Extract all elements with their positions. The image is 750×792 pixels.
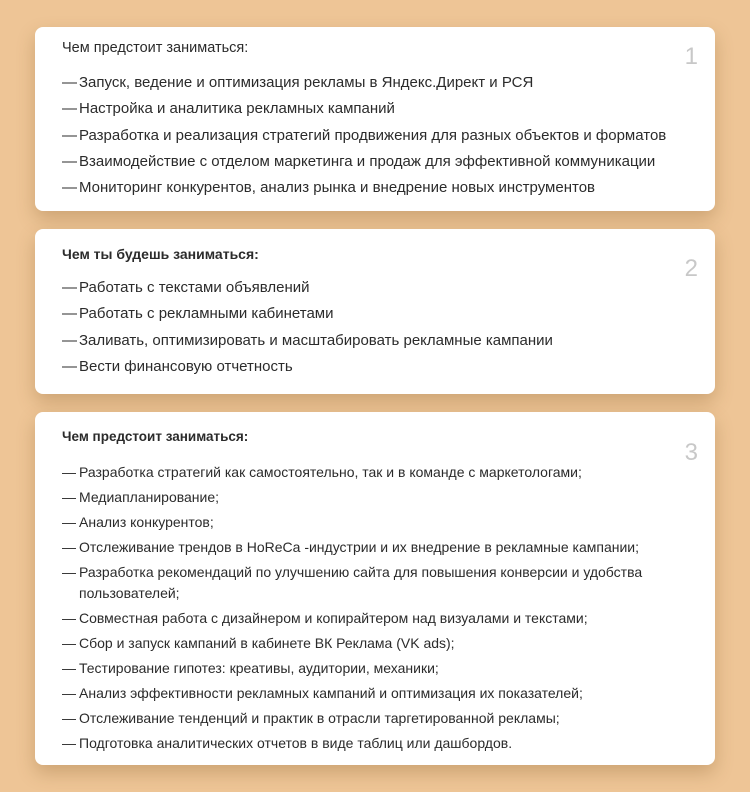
card-title: Чем предстоит заниматься:: [62, 40, 249, 56]
list-item: [62, 658, 699, 679]
dash: —: [62, 489, 76, 506]
card-1: [35, 27, 715, 211]
list-item: [62, 179, 699, 205]
list-item-text: Анализ конкурентов;: [79, 514, 214, 531]
dash: —: [62, 710, 76, 727]
list-item-text: Мониторинг конкурентов, анализ рынка и внедрение новых инструментов: [79, 179, 595, 197]
dash: —: [62, 464, 76, 480]
card-number: 1: [684, 43, 698, 70]
task-list: [62, 74, 699, 205]
list-item: [62, 708, 699, 729]
list-item: [62, 74, 699, 100]
dash: —: [62, 357, 77, 375]
card-2: [35, 229, 715, 394]
dash: —: [62, 735, 76, 752]
list-item-text: Взаимодействие с отделом маркетинга и продаж для эффективной коммуникации: [79, 152, 656, 170]
list-item: [62, 462, 699, 483]
dash: —: [62, 564, 76, 581]
dash: —: [62, 74, 77, 91]
list-item-text: Отслеживание трендов в HoReCa -индустрии и их внедрение в рекламные кампании;: [79, 539, 640, 556]
dash: —: [62, 331, 77, 349]
list-item-text: Настройка и аналитика рекламных кампаний: [79, 100, 395, 118]
list-item: [62, 633, 699, 654]
task-list: [62, 279, 699, 384]
list-item: [62, 733, 699, 754]
list-item-text: Работать с текстами объявлений: [79, 279, 310, 296]
list-item: [62, 153, 699, 179]
dash: —: [62, 179, 77, 197]
card-title: Чем предстоит заниматься:: [62, 429, 249, 444]
list-item-text: Разработка рекомендаций по улучшению сайта для повышения конверсии и удобства пользователей;: [79, 564, 643, 601]
dash: —: [62, 100, 77, 118]
dash: —: [62, 279, 77, 296]
list-item-text: Разработка и реализация стратегий продвижения для разных объектов и форматов: [79, 126, 667, 144]
list-item: [62, 683, 699, 704]
dash: —: [62, 609, 76, 626]
list-item: [62, 305, 699, 331]
list-item: [62, 487, 699, 508]
list-item: [62, 332, 699, 358]
list-item-text: Заливать, оптимизировать и масштабировать рекламные кампании: [79, 331, 553, 349]
list-item-text: Тестирование гипотез: креативы, аудитории, механики;: [79, 660, 439, 677]
card-3: [35, 412, 715, 765]
dash: —: [62, 660, 76, 677]
list-item-text: Медиапланирование;: [79, 489, 220, 506]
list-item: [62, 562, 699, 603]
list-item-text: Подготовка аналитических отчетов в виде таблиц или дашбордов.: [79, 735, 513, 752]
card-title: Чем ты будешь заниматься:: [62, 246, 259, 262]
dash: —: [62, 635, 76, 652]
dash: —: [62, 305, 77, 323]
list-item-text: Анализ эффективности рекламных кампаний и оптимизация их показателей;: [79, 685, 583, 702]
list-item-text: Вести финансовую отчетность: [79, 357, 293, 375]
dash: —: [62, 514, 76, 531]
list-item-text: Совместная работа с дизайнером и копирайтером над визуалами и текстами;: [79, 609, 588, 626]
dash: —: [62, 126, 77, 144]
list-item: [62, 358, 699, 384]
list-item: [62, 127, 699, 153]
card-number: 3: [684, 439, 698, 466]
dash: —: [62, 152, 77, 170]
list-item-text: Сбор и запуск кампаний в кабинете ВК Реклама (VK ads);: [79, 635, 455, 652]
dash: —: [62, 685, 76, 702]
list-item: [62, 512, 699, 533]
list-item-text: Запуск, ведение и оптимизация рекламы в Яндекс.Директ и РСЯ: [79, 74, 534, 91]
list-item: [62, 608, 699, 629]
list-item-text: Работать с рекламными кабинетами: [79, 305, 334, 323]
list-item: [62, 100, 699, 126]
list-item-text: Отслеживание тенденций и практик в отрасли таргетированной рекламы;: [79, 710, 560, 727]
dash: —: [62, 539, 76, 556]
list-item-text: Разработка стратегий как самостоятельно, так и в команде с маркетологами;: [79, 464, 582, 480]
card-number: 2: [684, 255, 698, 282]
list-item: [62, 537, 699, 558]
list-item: [62, 279, 699, 305]
task-list: [62, 462, 699, 759]
